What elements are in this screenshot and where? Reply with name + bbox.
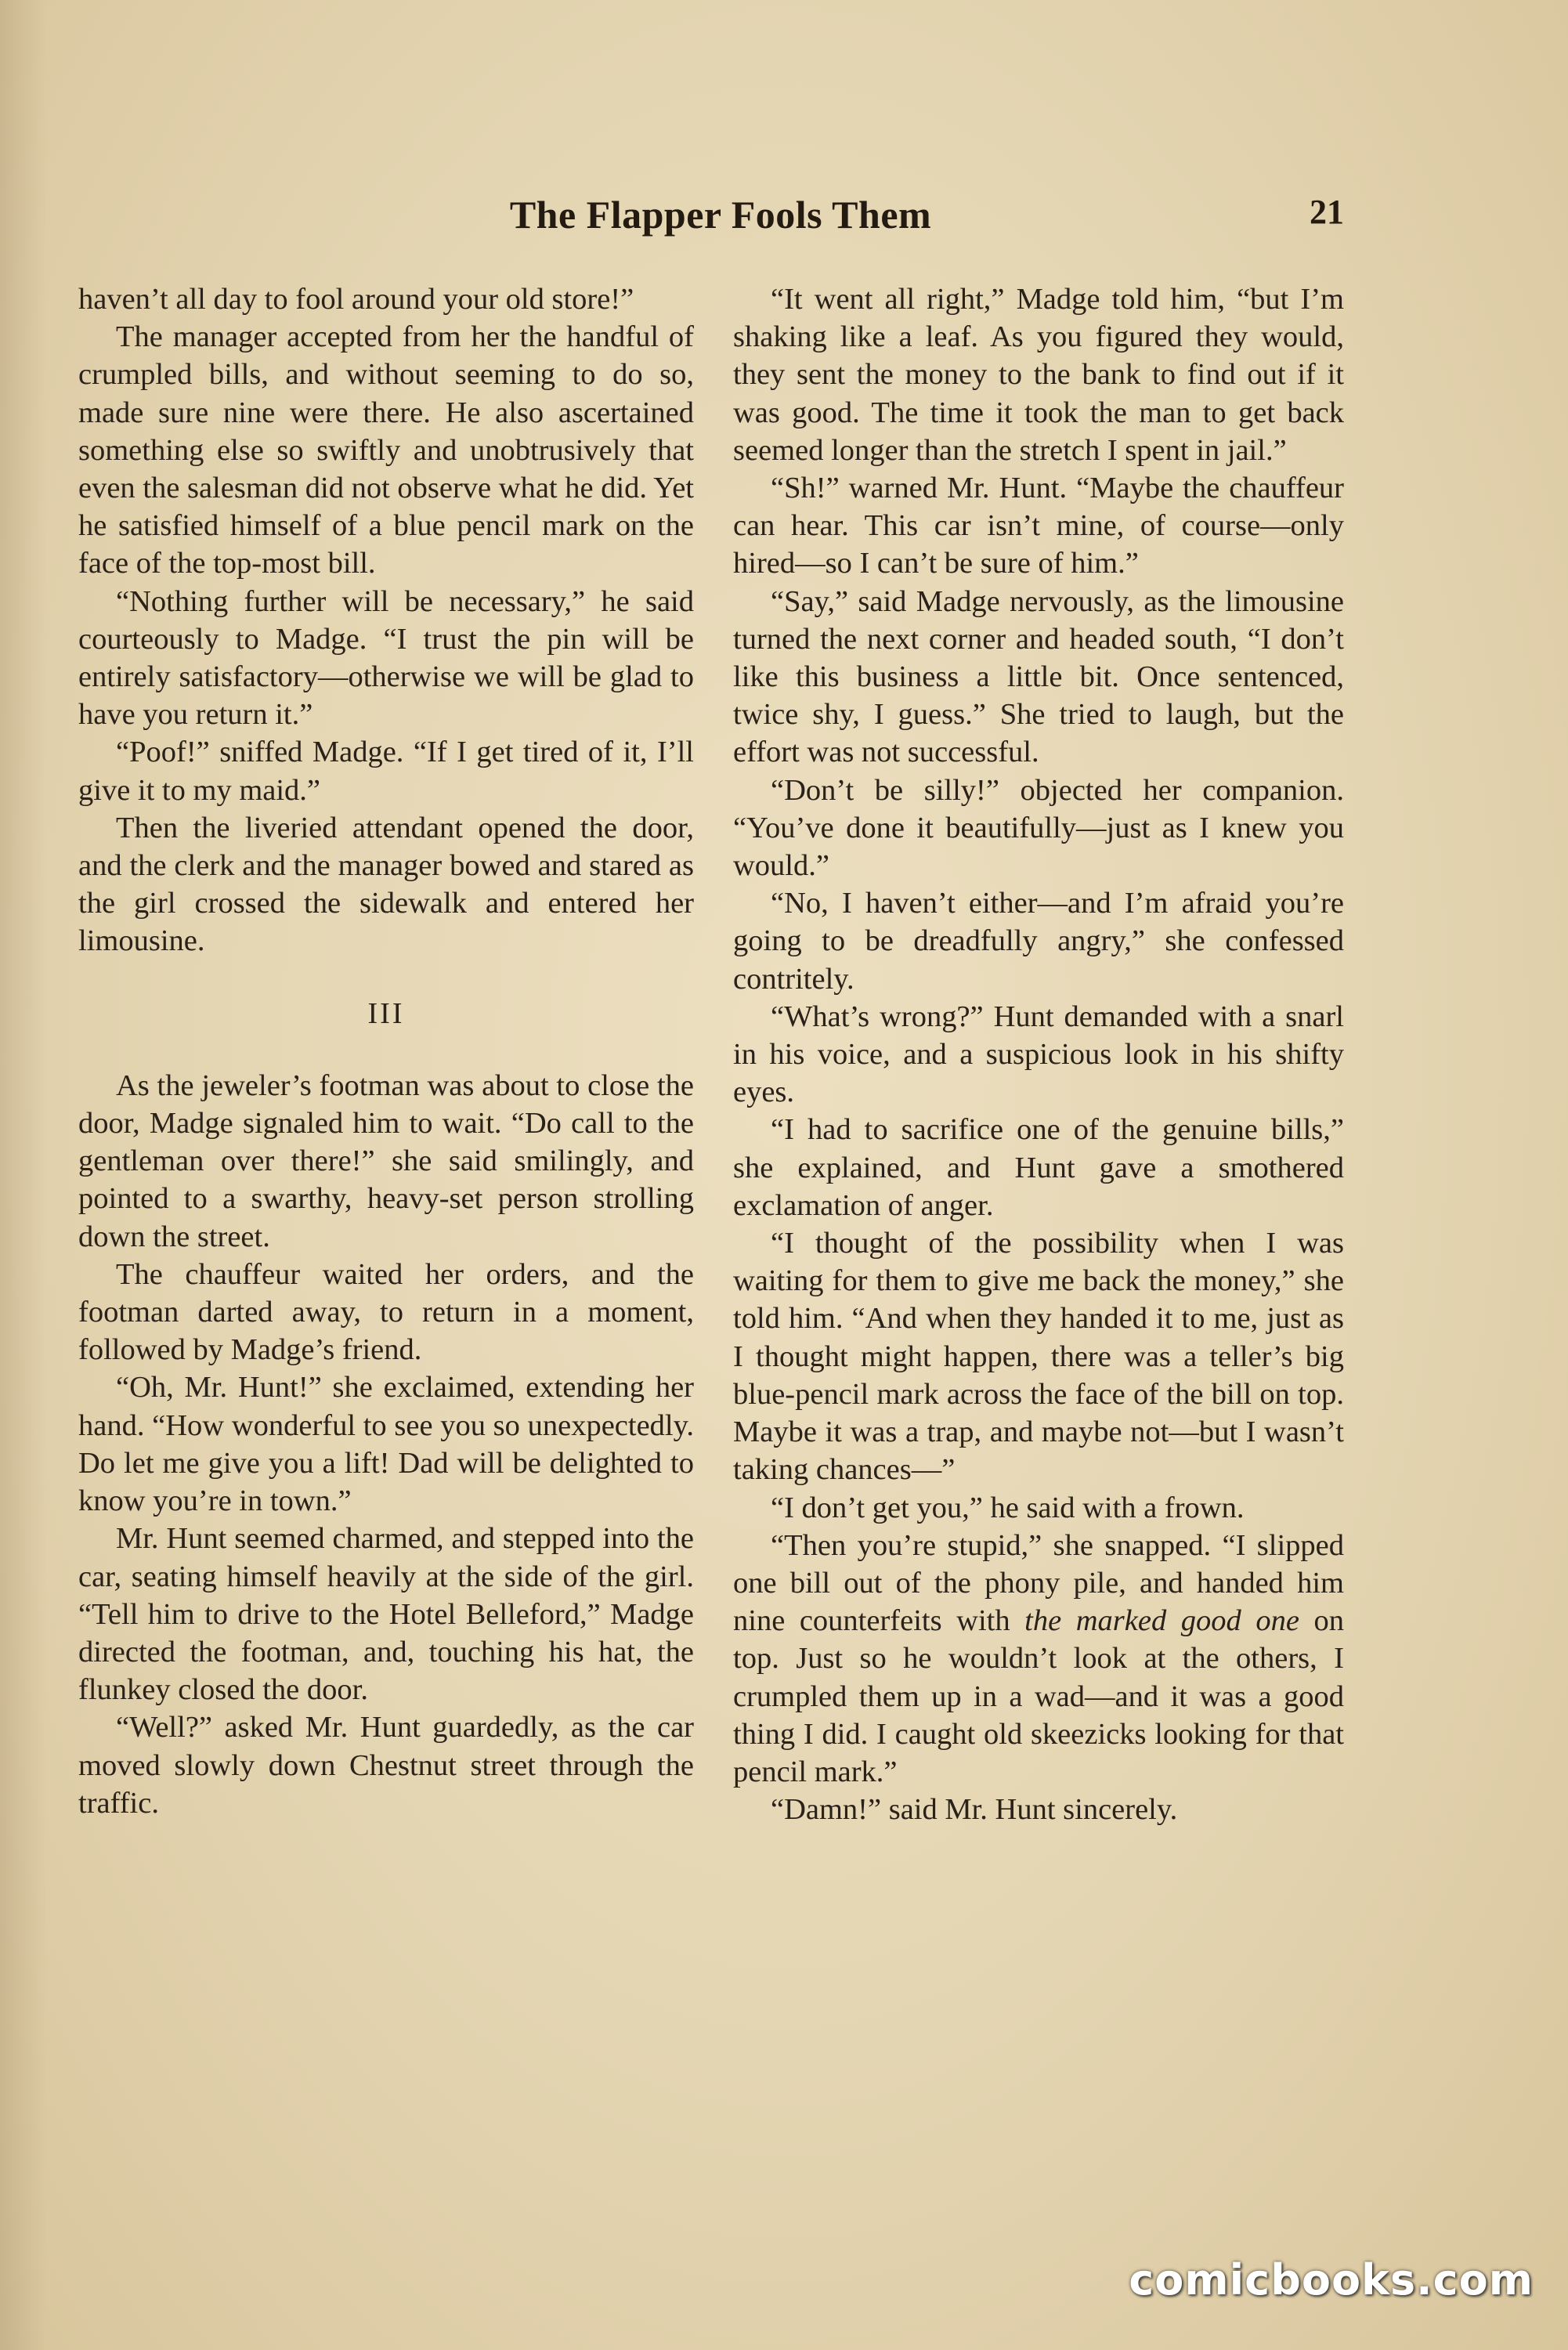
right-column <box>733 280 1344 1828</box>
paragraph: haven’t all day to fool around your old store!” <box>78 283 634 316</box>
paragraph <box>733 1527 1344 1791</box>
text-run: on top. Just so he wouldn’t look at the others, I crumpled them up in a wad—and it was a good thing I did. I caught old skeezicks looking for that pencil mark.” <box>733 1604 1344 1788</box>
paragraph: Mr. Hunt seemed charmed, and stepped into the car, seating himself heavily at the side of the girl. “Tell him to drive to the Hotel Belleford,” Madge directed the footman, and, touching his hat, the flunkey closed the door. <box>78 1522 694 1707</box>
paragraph: “What’s wrong?” Hunt demanded with a snarl in his voice, and a suspicious look in his shifty eyes. <box>733 1000 1344 1109</box>
paragraph: “Poof!” sniffed Madge. “If I get tired of it, I’ll give it to my maid.” <box>78 736 694 807</box>
paragraph: The chauffeur waited her orders, and the footman darted away, to return in a moment, followed by Madge’s friend. <box>78 1257 694 1367</box>
paragraph: “I thought of the possibility when I was waiting for them to give me back the money,” she told him. “And when they handed it to me, just as I thought might happen, there was a teller’s big blue-pencil mark across the face of the bill on top. Maybe it was a trap, and maybe not—but I wasn’t taking chances—” <box>733 1227 1344 1487</box>
running-title: The Flapper Fools Them <box>509 193 932 237</box>
paragraph: “It went all right,” Madge told him, “but I’m shaking like a leaf. As you figured they would, they sent the money to the bank to find out if it was good. The time it took the man to get back seemed longer than the stretch I spent in jail.” <box>733 283 1344 467</box>
paragraph: “No, I haven’t either—and I’m afraid you’re going to be dreadfully angry,” she confessed contritely. <box>733 887 1344 996</box>
running-head <box>0 192 1568 247</box>
paragraph: “Oh, Mr. Hunt!” she exclaimed, extending her hand. “How wonderful to see you so unexpectedly. Do let me give you a lift! Dad will be delighted to know you’re in town.” <box>78 1371 694 1518</box>
paragraph: “Don’t be silly!” objected her companion. “You’ve done it beautifully—just as I knew you would.” <box>733 773 1344 883</box>
paragraph: The manager accepted from her the handful of crumpled bills, and without seeming to do so, made sure nine were there. He also ascertained something else so swiftly and unobtrusively that even the salesman did not observe what he did. Yet he satisfied himself of a blue pencil mark on the face of the top-most bill. <box>78 320 694 580</box>
text-run: “Then you’re stupid,” she snapped. “I slipped one bill out of the phony pile, and handed him nine counterfeits with <box>733 1528 1344 1638</box>
paragraph: “I don’t get you,” he said with a frown. <box>771 1491 1245 1524</box>
section-heading: III <box>367 996 405 1030</box>
paragraph: “Say,” said Madge nervously, as the limousine turned the next corner and headed south, “I don’t like this business a little bit. Once sentenced, twice shy, I guess.” She tried to laugh, but the effort was not successful. <box>733 584 1344 769</box>
paragraph: “Damn!” said Mr. Hunt sincerely. <box>771 1793 1178 1827</box>
paragraph: As the jeweler’s footman was about to close the door, Madge signaled him to wait. “Do call to the gentleman over there!” she said smilingly, and pointed to a swarthy, heavy-set person strolling down the street. <box>78 1068 694 1253</box>
italic-text: the marked good one <box>1024 1604 1299 1638</box>
paragraph: “Sh!” warned Mr. Hunt. “Maybe the chauffeur can hear. This car isn’t mine, of course—only hired—so I can’t be sure of him.” <box>733 472 1344 580</box>
left-column <box>78 280 694 1822</box>
page-number: 21 <box>1310 193 1344 231</box>
paragraph: Then the liveried attendant opened the door, and the clerk and the manager bowed and stared as the girl crossed the sidewalk and entered her limousine. <box>78 811 694 958</box>
paragraph: “Nothing further will be necessary,” he said courteously to Madge. “I trust the pin will be entirely satisfactory—otherwise we will be glad to have you return it.” <box>78 584 694 732</box>
watermark: comicbooks.com <box>1129 2255 1534 2305</box>
paragraph: “I had to sacrifice one of the genuine bills,” she explained, and Hunt gave a smothered exclamation of anger. <box>733 1113 1344 1222</box>
paragraph: “Well?” asked Mr. Hunt guardedly, as the car moved slowly down Chestnut street through the traffic. <box>78 1711 694 1820</box>
